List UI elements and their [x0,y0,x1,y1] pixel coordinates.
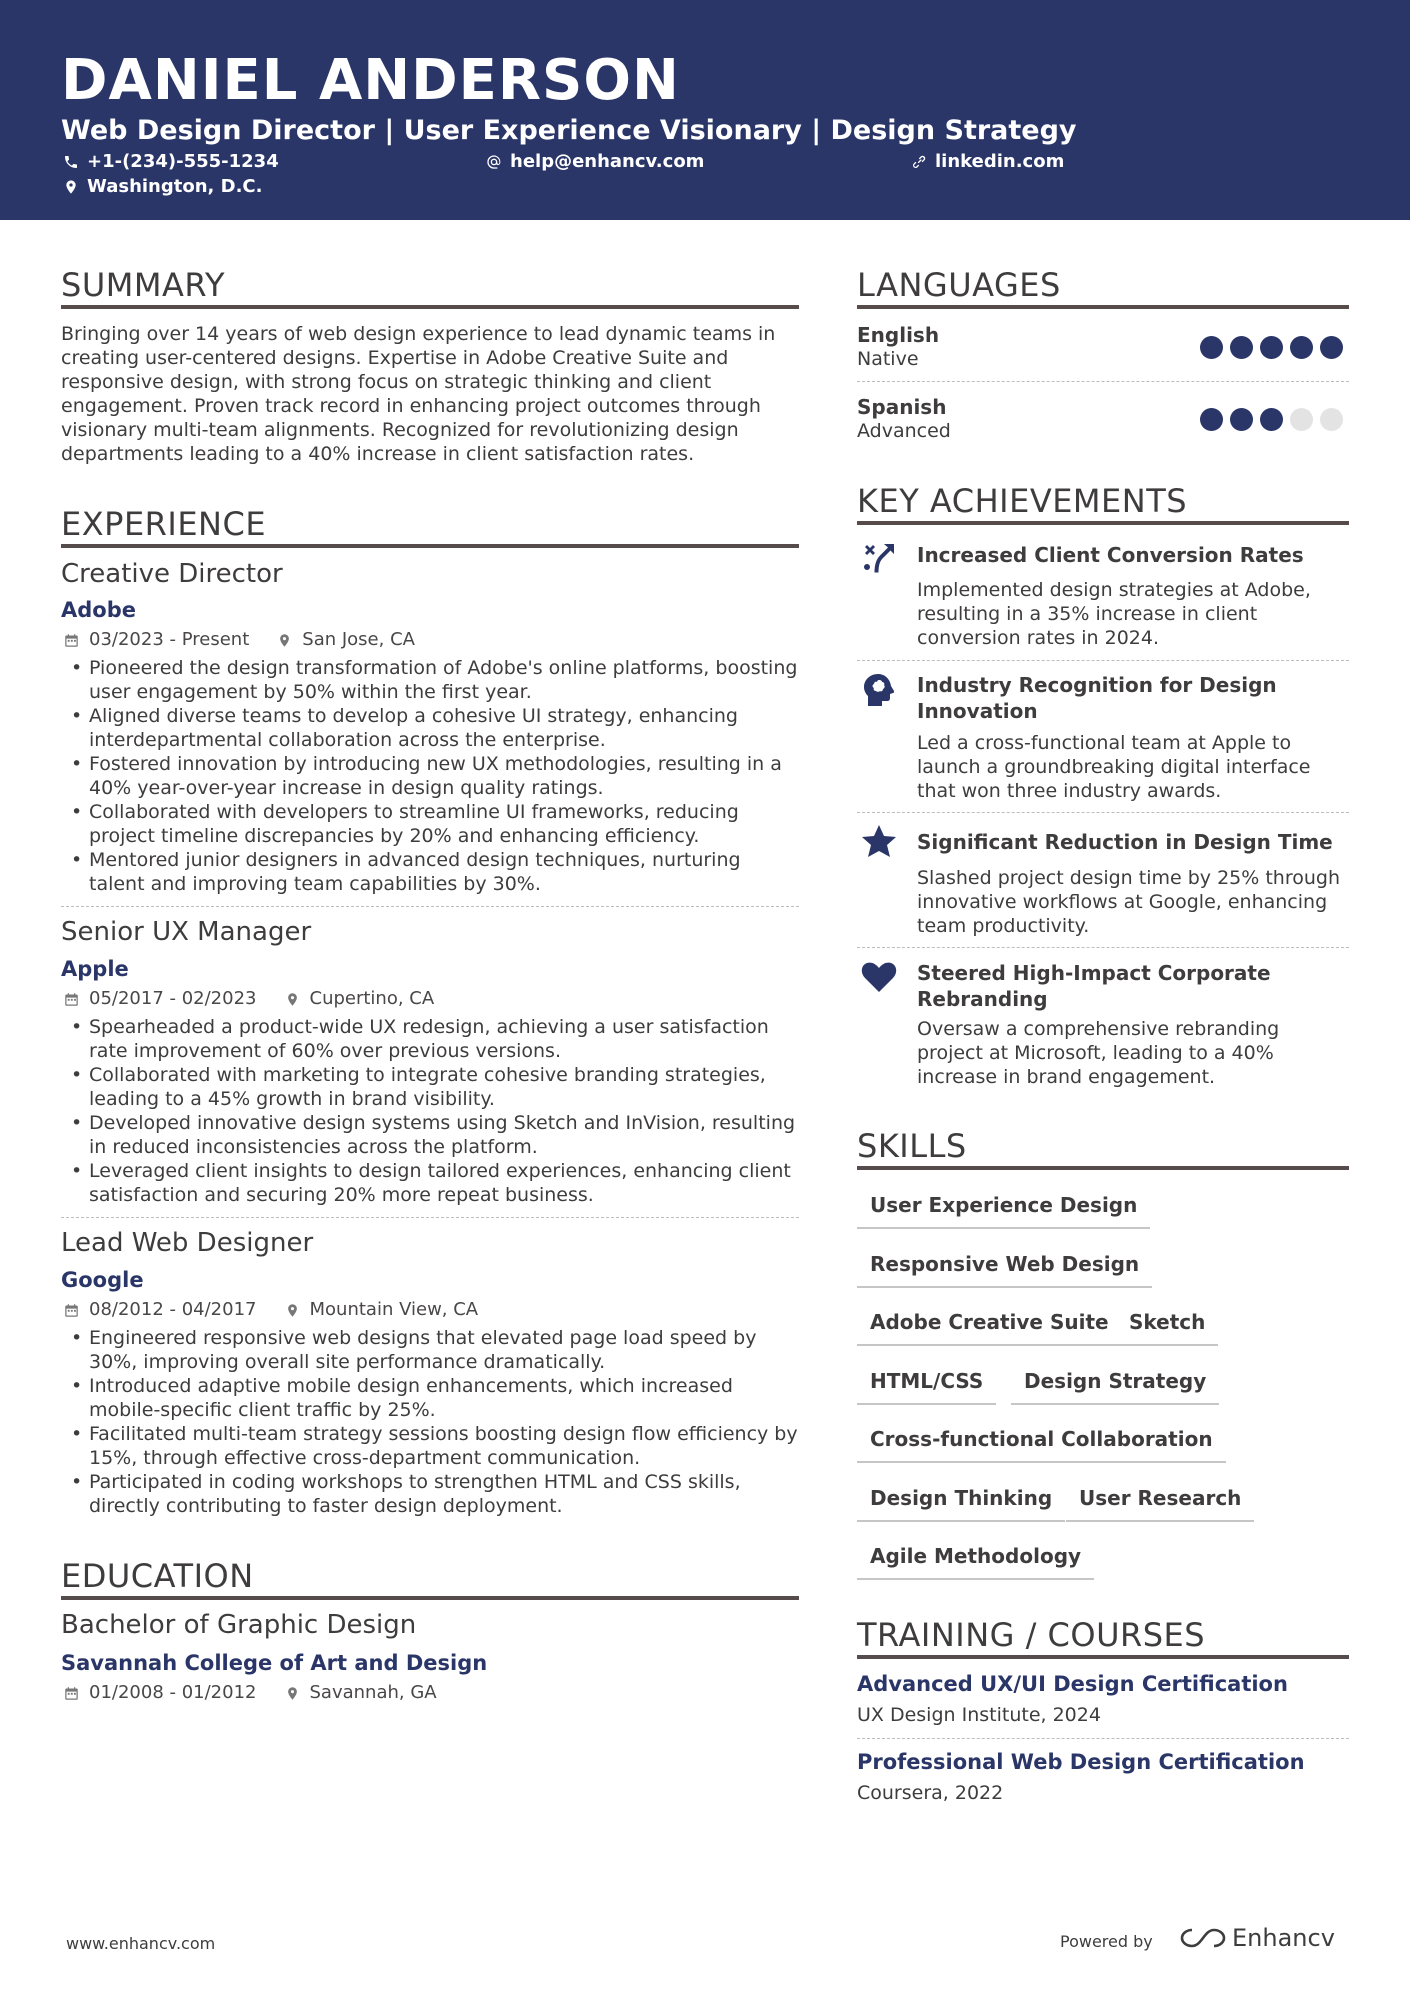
powered-by-label: Powered by [1060,1932,1153,1951]
summary-text: Bringing over 14 years of web design experience to lead dynamic teams in creating user-centered designs. Expertise in Adobe Creative Suite and responsive design, with strong focus on strategic thinking and client engagement. Proven track record in enhancing project outcomes through visionary multi-team alignments. Recognized for revolutionizing design departments leading to a 40% increase in client satisfaction rates. [61,323,776,465]
brand-name: Enhancv [1232,1924,1335,1952]
summary-rule [61,305,799,309]
training-rule [857,1655,1349,1659]
job-bullets [61,1015,799,1207]
candidate-title: Web Design Director | User Experience Visionary | Design Strategy [61,115,1077,146]
divider [61,906,799,907]
location-text: Washington, D.C. [87,176,263,197]
contact-linkedin[interactable] [911,151,1064,173]
achievement-desc: Slashed project design time by 25% through innovative workflows at Google, enhancing team productivity. [917,867,1341,937]
languages-rule [857,305,1349,309]
job-location-text: San Jose, CA [302,629,415,650]
skills-rule [857,1166,1349,1170]
rating-dot [1320,408,1343,431]
head-brain-icon [859,670,899,710]
course-title: Advanced UX/UI Design Certification [857,1672,1288,1696]
map-pin-icon [285,992,300,1007]
skill-tag: HTML/CSS [857,1369,996,1405]
list-item: • Facilitated multi-team strategy sessions boosting design flow efficiency by 15%, through effective cross-department communication. [61,1422,799,1470]
list-item: • Aligned diverse teams to develop a cohesive UI strategy, enhancing interdepartmental collaboration across the enterprise. [61,704,799,752]
job-location-text: Mountain View, CA [309,1299,479,1320]
divider [857,812,1349,813]
rating-dot [1230,408,1253,431]
skill-tag: Sketch [1116,1310,1218,1346]
job-dates: 03/2023 - Present [89,629,250,650]
skill-tag: Design Thinking [857,1486,1065,1522]
school-name: Savannah College of Art and Design [61,1651,488,1675]
skill-tag: Cross-functional Collaboration [857,1427,1226,1463]
experience-heading: EXPERIENCE [61,505,267,543]
education-location [285,1682,437,1704]
list-item: • Fostered innovation by introducing new UX methodologies, resulting in a 40% year-over-year increase in design quality ratings. [61,752,799,800]
course-title: Professional Web Design Certification [857,1750,1305,1774]
skill-tag: Responsive Web Design [857,1252,1152,1288]
map-pin-icon [285,1686,300,1701]
link-icon [911,154,927,170]
achievement-desc: Oversaw a comprehensive rebranding project at Microsoft, leading to a 40% increase in brand engagement. [917,1018,1280,1088]
list-item: • Developed innovative design systems using Sketch and InVision, resulting in reduced inconsistencies across the platform. [61,1111,799,1159]
rating-dot [1200,336,1223,359]
job-company: Apple [61,957,129,981]
contact-location [63,176,262,198]
contact-email[interactable] [486,151,704,173]
list-item: • Introduced adaptive mobile design enhancements, which increased mobile-specific client traffic by 25%. [61,1374,799,1422]
skill-tag: Adobe Creative Suite [857,1310,1122,1346]
language-name: Spanish [857,395,947,419]
list-item: • Engineered responsive web designs that elevated page load speed by 30%, improving overall site performance dramatically. [61,1326,799,1374]
job-meta [64,1299,478,1321]
education-location-text: Savannah, GA [309,1682,437,1703]
list-item: • Mentored junior designers in advanced design techniques, nurturing talent and improving team capabilities by 30%. [61,848,799,896]
language-rating [1200,336,1343,359]
achievement-desc: Led a cross-functional team at Apple to launch a groundbreaking digital interface that won three industry awards. [917,732,1311,802]
education-dates: 01/2008 - 01/2012 [89,1682,257,1703]
calendar-icon [64,1686,79,1701]
job-location [285,988,435,1010]
at-icon [486,154,502,170]
job-company: Google [61,1268,144,1292]
skill-tag: Agile Methodology [857,1544,1094,1580]
achievement-title: Significant Reduction in Design Time [917,830,1333,854]
job-location [285,1299,479,1321]
calendar-icon [64,1303,79,1318]
job-location-text: Cupertino, CA [309,988,435,1009]
heart-icon [859,956,899,996]
education-heading: EDUCATION [61,1557,254,1595]
language-level: Native [857,348,919,370]
calendar-icon [64,992,79,1007]
skill-tag: Design Strategy [1011,1369,1219,1405]
infinity-logo-icon [1180,1926,1226,1950]
skill-tag: User Research [1066,1486,1254,1522]
rating-dot [1290,408,1313,431]
rating-dot [1230,336,1253,359]
divider [61,1217,799,1218]
brand-logo[interactable] [1180,1924,1335,1952]
divider [857,660,1349,661]
map-pin-icon [277,633,292,648]
course-subtitle: UX Design Institute, 2024 [857,1704,1101,1726]
phone-text: +1-(234)-555-1234 [87,151,279,172]
job-meta [64,988,434,1010]
education-meta [64,1682,437,1704]
list-item: • Collaborated with developers to streamline UI frameworks, reducing project timeline discrepancies by 20% and enhancing efficiency. [61,800,799,848]
list-item: • Spearheaded a product-wide UX redesign, achieving a user satisfaction rate improvement of 60% over previous versions. [61,1015,799,1063]
achievement-title: Increased Client Conversion Rates [917,543,1304,567]
education-rule [61,1596,799,1600]
divider [857,947,1349,948]
summary-heading: SUMMARY [61,266,226,304]
rating-dot [1260,408,1283,431]
job-title: Senior UX Manager [61,917,312,947]
map-pin-icon [63,179,79,195]
job-bullets [61,1326,799,1518]
contact-phone[interactable] [63,151,279,173]
language-level: Advanced [857,420,951,442]
achievement-title: Industry Recognition for Design Innovation [917,673,1277,723]
degree-title: Bachelor of Graphic Design [61,1610,417,1640]
job-bullets [61,656,799,896]
email-text: help@enhancv.com [510,151,705,172]
language-rating [1200,408,1343,431]
list-item: • Participated in coding workshops to strengthen HTML and CSS skills, directly contributing to faster design deployment. [61,1470,799,1518]
map-pin-icon [285,1303,300,1318]
skill-tag: User Experience Design [857,1193,1150,1229]
resume-header [0,0,1410,220]
job-dates: 08/2012 - 04/2017 [89,1299,257,1320]
languages-heading: LANGUAGES [857,266,1061,304]
conversion-arrow-icon [859,538,899,578]
list-item: • Collaborated with marketing to integrate cohesive branding strategies, leading to a 45% growth in brand visibility. [61,1063,799,1111]
rating-dot [1200,408,1223,431]
footer-url[interactable]: www.enhancv.com [66,1934,216,1953]
list-item: • Leveraged client insights to design tailored experiences, enhancing client satisfaction and securing 20% more repeat business. [61,1159,799,1207]
job-title: Creative Director [61,559,283,589]
candidate-name: DANIEL ANDERSON [61,48,680,113]
rating-dot [1290,336,1313,359]
job-meta [64,629,415,651]
divider [857,1738,1349,1739]
linkedin-text: linkedin.com [935,151,1065,172]
achievements-rule [857,521,1349,525]
achievements-heading: KEY ACHIEVEMENTS [857,482,1188,520]
job-location [277,629,415,651]
job-company: Adobe [61,598,136,622]
job-dates: 05/2017 - 02/2023 [89,988,257,1009]
experience-rule [61,544,799,548]
calendar-icon [64,633,79,648]
rating-dot [1320,336,1343,359]
achievement-desc: Implemented design strategies at Adobe, resulting in a 35% increase in client conversion rates in 2024. [917,579,1311,649]
phone-icon [63,154,79,170]
job-title: Lead Web Designer [61,1228,314,1258]
course-subtitle: Coursera, 2022 [857,1782,1004,1804]
skills-heading: SKILLS [857,1127,967,1165]
divider [857,381,1349,382]
achievement-title: Steered High-Impact Corporate Rebranding [917,961,1271,1011]
star-icon [859,822,899,862]
language-name: English [857,323,940,347]
list-item: • Pioneered the design transformation of Adobe's online platforms, boosting user engagement by 50% within the first year. [61,656,799,704]
rating-dot [1260,336,1283,359]
training-heading: TRAINING / COURSES [857,1616,1206,1654]
